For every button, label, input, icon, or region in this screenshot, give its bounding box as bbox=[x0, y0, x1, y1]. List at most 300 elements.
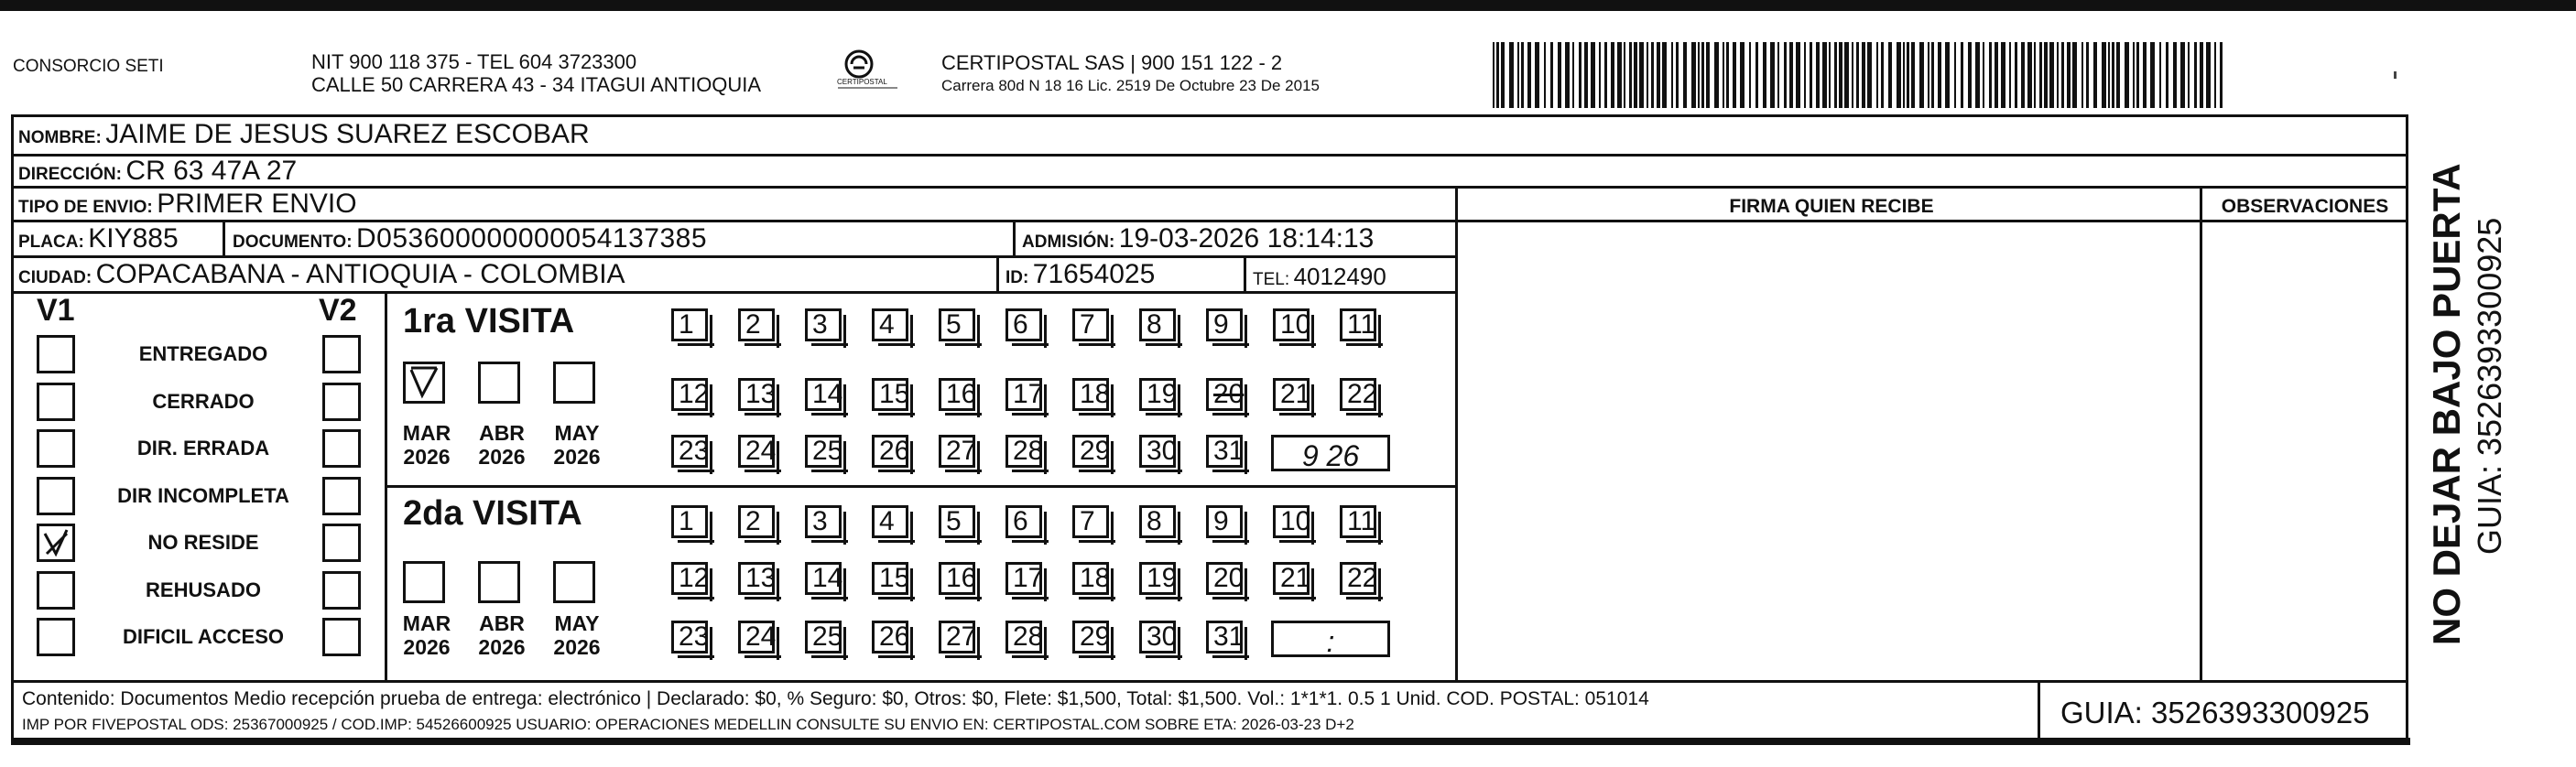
day-number: 6 bbox=[1013, 309, 1028, 340]
barcode-bar bbox=[1604, 42, 1607, 108]
month-checkbox[interactable] bbox=[403, 362, 445, 404]
barcode-bar bbox=[2220, 42, 2223, 108]
year-label: 2026 bbox=[403, 635, 451, 659]
barcode-bar bbox=[2180, 42, 2185, 108]
barcode-bar bbox=[1740, 42, 1745, 108]
barcode-bar bbox=[1671, 42, 1673, 108]
day-box[interactable] bbox=[1273, 505, 1310, 538]
day-number: 18 bbox=[1080, 379, 1111, 409]
barcode-bar bbox=[1994, 42, 1998, 108]
barcode-bar bbox=[1796, 42, 1800, 108]
barcode-bar bbox=[1816, 42, 1820, 108]
day-number: 14 bbox=[812, 563, 843, 593]
day-box[interactable] bbox=[1206, 621, 1243, 654]
barcode-bar bbox=[1928, 42, 1929, 108]
status-label: DIR INCOMPLETA bbox=[117, 483, 289, 507]
day-box[interactable] bbox=[738, 308, 775, 341]
tel-label: TEL: bbox=[1253, 270, 1290, 289]
day-box[interactable] bbox=[1139, 505, 1176, 538]
barcode-bar bbox=[1647, 42, 1648, 108]
month-label: MAR bbox=[402, 421, 451, 445]
barcode-bar bbox=[2072, 42, 2077, 108]
barcode-bar bbox=[2021, 42, 2025, 108]
day-box[interactable] bbox=[1273, 562, 1310, 595]
day-box[interactable] bbox=[805, 435, 842, 468]
placa-value: KIY885 bbox=[88, 223, 179, 254]
time-box[interactable] bbox=[1271, 621, 1390, 657]
observaciones-header: OBSERVACIONES bbox=[2221, 196, 2389, 217]
barcode-bar bbox=[1629, 42, 1632, 108]
barcode-bar bbox=[2200, 42, 2203, 108]
barcode-bar bbox=[1527, 42, 1531, 108]
day-number: 24 bbox=[745, 436, 777, 466]
status-label: CERRADO bbox=[152, 389, 255, 413]
day-number: 31 bbox=[1213, 436, 1245, 466]
day-box[interactable] bbox=[1139, 378, 1176, 411]
barcode-bar bbox=[2108, 42, 2110, 108]
day-number: 26 bbox=[879, 621, 910, 652]
day-box[interactable] bbox=[939, 378, 975, 411]
barcode-bar bbox=[1911, 42, 1915, 108]
day-box[interactable] bbox=[1005, 435, 1042, 468]
v2-checkbox[interactable] bbox=[322, 335, 361, 373]
day-number: 7 bbox=[1080, 506, 1095, 536]
barcode-bar bbox=[2081, 42, 2083, 108]
no-dejar-warning: NO DEJAR BAJO PUERTA bbox=[2425, 163, 2468, 645]
v2-checkbox[interactable] bbox=[322, 524, 361, 562]
barcode-bar bbox=[1749, 42, 1751, 108]
v2-checkbox[interactable] bbox=[322, 429, 361, 468]
day-number: 21 bbox=[1280, 379, 1311, 409]
day-box[interactable] bbox=[738, 621, 775, 654]
barcode-bar bbox=[1961, 42, 1963, 108]
day-number: 9 bbox=[1213, 506, 1229, 536]
v1-checkbox[interactable] bbox=[37, 618, 75, 656]
barcode-bar bbox=[2136, 42, 2139, 108]
day-number: 17 bbox=[1013, 379, 1044, 409]
barcode-bar bbox=[2194, 42, 2197, 108]
barcode-bar bbox=[1733, 42, 1736, 108]
day-number: 16 bbox=[946, 379, 977, 409]
day-number: 4 bbox=[879, 309, 895, 340]
barcode-bar bbox=[1591, 42, 1595, 108]
day-box[interactable] bbox=[805, 378, 842, 411]
month-checkbox[interactable] bbox=[553, 362, 595, 404]
day-box[interactable] bbox=[872, 505, 908, 538]
day-box[interactable] bbox=[1206, 562, 1243, 595]
barcode-bar bbox=[2061, 42, 2064, 108]
day-number: 30 bbox=[1147, 436, 1178, 466]
barcode-bar bbox=[1862, 42, 1865, 108]
barcode-bar bbox=[1897, 42, 1901, 108]
barcode-bar bbox=[2214, 42, 2216, 108]
day-box[interactable] bbox=[872, 378, 908, 411]
day-box[interactable] bbox=[738, 505, 775, 538]
barcode-bar bbox=[2150, 42, 2155, 108]
license-line: Carrera 80d N 18 16 Lic. 2519 De Octubre 23 De 2015 bbox=[941, 77, 1320, 94]
day-number: 25 bbox=[812, 436, 843, 466]
ciudad-label: CIUDAD: bbox=[18, 268, 92, 287]
status-label: DIR. ERRADA bbox=[136, 437, 270, 459]
barcode-bar bbox=[1517, 42, 1519, 108]
day-box[interactable] bbox=[939, 308, 975, 341]
address-line: CALLE 50 CARRERA 43 - 34 ITAGUI ANTIOQUIA bbox=[311, 73, 762, 96]
day-number: 10 bbox=[1280, 309, 1311, 340]
tipo-envio-value: PRIMER ENVIO bbox=[157, 189, 357, 219]
mark-dot bbox=[2394, 71, 2397, 79]
barcode-bar bbox=[1493, 42, 1495, 108]
day-number: 28 bbox=[1013, 621, 1044, 652]
day-box[interactable] bbox=[1072, 621, 1109, 654]
day-number: 6 bbox=[1013, 506, 1028, 536]
day-number: 2 bbox=[745, 309, 761, 340]
day-box[interactable] bbox=[1005, 505, 1042, 538]
month-checkbox[interactable] bbox=[403, 561, 445, 603]
day-number: 14 bbox=[812, 379, 843, 409]
status-label: REHUSADO bbox=[146, 578, 261, 601]
day-number: 10 bbox=[1280, 506, 1311, 536]
day-number: 29 bbox=[1080, 621, 1111, 652]
day-box[interactable] bbox=[1072, 378, 1109, 411]
day-box[interactable] bbox=[1340, 308, 1376, 341]
barcode-bar bbox=[2206, 42, 2211, 108]
barcode-bar bbox=[1755, 42, 1758, 108]
day-box[interactable] bbox=[872, 435, 908, 468]
barcode-bar bbox=[1876, 42, 1878, 108]
v2-header: V2 bbox=[319, 293, 357, 328]
barcode-bar bbox=[1907, 42, 1909, 108]
day-box[interactable] bbox=[1139, 621, 1176, 654]
barcode-bar bbox=[1535, 42, 1539, 108]
barcode-bar bbox=[1810, 42, 1812, 108]
day-number: 21 bbox=[1280, 563, 1311, 593]
barcode-bar bbox=[1852, 42, 1853, 108]
certipostal-logo bbox=[833, 48, 902, 98]
barcode-bar bbox=[2166, 42, 2168, 108]
contenido-line: Contenido: Documentos Medio recepción prueba de entrega: electrónico | Declarado: $0, % Seguro: $0, Otros: $0, Flete: $1,500, Total: $1,500. Vol.: 1*1*1. 0.5 1 Unid. COD. POSTAL: 051014 bbox=[22, 688, 1649, 709]
month-label: ABR bbox=[479, 611, 525, 635]
day-number: 23 bbox=[679, 436, 710, 466]
barcode bbox=[1493, 42, 2225, 108]
barcode-bar bbox=[1770, 42, 1775, 108]
day-number: 27 bbox=[946, 436, 977, 466]
year-label: 2026 bbox=[478, 635, 526, 659]
barcode-bar bbox=[2133, 42, 2135, 108]
barcode-bar bbox=[1844, 42, 1849, 108]
barcode-bar bbox=[1763, 42, 1766, 108]
day-number: 12 bbox=[679, 563, 710, 593]
day-number: 16 bbox=[946, 563, 977, 593]
day-number: 3 bbox=[812, 309, 828, 340]
day-box[interactable] bbox=[671, 435, 708, 468]
day-number: 18 bbox=[1080, 563, 1111, 593]
day-box[interactable] bbox=[671, 378, 708, 411]
day-number: 1 bbox=[679, 309, 694, 340]
barcode-bar bbox=[2039, 42, 2042, 108]
day-box[interactable] bbox=[1340, 378, 1376, 411]
day-number: 15 bbox=[879, 563, 910, 593]
company-name: CONSORCIO SETI bbox=[13, 57, 164, 76]
day-number: 11 bbox=[1347, 309, 1376, 340]
barcode-bar bbox=[2049, 42, 2054, 108]
first-visit-title: 1ra VISITA bbox=[403, 302, 575, 340]
second-visit-title: 2da VISITA bbox=[403, 494, 582, 533]
day-number: 5 bbox=[946, 506, 962, 536]
day-box[interactable] bbox=[738, 378, 775, 411]
day-number: 25 bbox=[812, 621, 843, 652]
day-box[interactable] bbox=[1139, 562, 1176, 595]
barcode-bar bbox=[1834, 42, 1837, 108]
ciudad-value: COPACABANA - ANTIOQUIA - COLOMBIA bbox=[95, 259, 625, 289]
admision-value: 19-03-2026 18:14:13 bbox=[1118, 223, 1375, 254]
barcode-bar bbox=[1975, 42, 1980, 108]
day-number: 29 bbox=[1080, 436, 1111, 466]
barcode-bar bbox=[1888, 42, 1892, 108]
day-box[interactable] bbox=[939, 621, 975, 654]
day-box[interactable] bbox=[805, 505, 842, 538]
barcode-bar bbox=[2001, 42, 2005, 108]
barcode-bar bbox=[1954, 42, 1956, 108]
barcode-bar bbox=[1839, 42, 1842, 108]
month-label: MAR bbox=[402, 611, 451, 635]
barcode-bar bbox=[1624, 42, 1625, 108]
month-label: ABR bbox=[479, 421, 525, 445]
imp-line: IMP POR FIVEPOSTAL ODS: 25367000925 / COD.IMP: 54526600925 USUARIO: OPERACIONES MEDELLIN CONSULTE SU ENVIO EN: CERTIPOSTAL.COM SOBRE ETA: 2026-03-23 D+2 bbox=[22, 716, 1354, 733]
id-label: ID: bbox=[1005, 268, 1029, 287]
year-label: 2026 bbox=[553, 445, 601, 469]
barcode-bar bbox=[1881, 42, 1884, 108]
day-number: 5 bbox=[946, 309, 962, 340]
v2-checkbox[interactable] bbox=[322, 383, 361, 421]
day-box[interactable] bbox=[805, 621, 842, 654]
barcode-bar bbox=[2112, 42, 2114, 108]
day-number: 13 bbox=[745, 379, 777, 409]
v2-checkbox[interactable] bbox=[322, 477, 361, 515]
barcode-bar bbox=[1676, 42, 1679, 108]
barcode-bar bbox=[2125, 42, 2129, 108]
placa-label: PLACA: bbox=[18, 232, 84, 252]
barcode-bar bbox=[1983, 42, 1984, 108]
v1-checkbox[interactable] bbox=[37, 571, 75, 610]
day-box[interactable] bbox=[1206, 505, 1243, 538]
barcode-bar bbox=[1903, 42, 1905, 108]
documento-value: D053600000000054137385 bbox=[356, 223, 708, 254]
barcode-bar bbox=[1651, 42, 1654, 108]
barcode-bar bbox=[2093, 42, 2097, 108]
day-number: 31 bbox=[1213, 621, 1245, 652]
day-box[interactable] bbox=[872, 562, 908, 595]
direccion-value: CR 63 47A 27 bbox=[125, 156, 298, 186]
barcode-bar bbox=[2143, 42, 2147, 108]
barcode-bar bbox=[1698, 42, 1700, 108]
barcode-bar bbox=[2086, 42, 2089, 108]
barcode-bar bbox=[2034, 42, 2036, 108]
logo-text: CERTIPOSTAL bbox=[837, 78, 887, 86]
day-number: 22 bbox=[1347, 563, 1378, 593]
day-box[interactable] bbox=[671, 505, 708, 538]
barcode-bar bbox=[1691, 42, 1696, 108]
v1-checkbox[interactable] bbox=[37, 477, 75, 515]
day-number: 23 bbox=[679, 621, 710, 652]
v1-checkbox[interactable] bbox=[37, 524, 75, 562]
barcode-bar bbox=[1683, 42, 1687, 108]
time-value: : bbox=[1326, 625, 1335, 658]
day-number: 19 bbox=[1147, 379, 1178, 409]
barcode-bar bbox=[2057, 42, 2059, 108]
barcode-bar bbox=[1726, 42, 1729, 108]
day-number: 26 bbox=[879, 436, 910, 466]
barcode-bar bbox=[1639, 42, 1644, 108]
barcode-bar bbox=[1617, 42, 1622, 108]
tipo-envio-label: TIPO DE ENVIO: bbox=[18, 198, 153, 217]
barcode-bar bbox=[1634, 42, 1637, 108]
day-box[interactable] bbox=[1273, 378, 1310, 411]
barcode-bar bbox=[2116, 42, 2120, 108]
day-box[interactable] bbox=[872, 621, 908, 654]
day-box[interactable] bbox=[1340, 505, 1376, 538]
v1-checkbox[interactable] bbox=[37, 335, 75, 373]
barcode-bar bbox=[2102, 42, 2106, 108]
barcode-bar bbox=[1784, 42, 1787, 108]
barcode-bar bbox=[2027, 42, 2032, 108]
barcode-bar bbox=[1938, 42, 1941, 108]
day-box[interactable] bbox=[738, 435, 775, 468]
day-box[interactable] bbox=[872, 308, 908, 341]
day-box[interactable] bbox=[1005, 562, 1042, 595]
barcode-bar bbox=[1856, 42, 1859, 108]
day-box[interactable] bbox=[671, 621, 708, 654]
month-label: MAY bbox=[554, 421, 600, 445]
barcode-bar bbox=[1789, 42, 1793, 108]
certipostal-line: CERTIPOSTAL SAS | 900 151 122 - 2 bbox=[941, 51, 1283, 74]
day-number: 20 bbox=[1213, 379, 1245, 409]
top-border bbox=[0, 0, 2576, 11]
barcode-bar bbox=[1945, 42, 1950, 108]
day-box[interactable] bbox=[1005, 378, 1042, 411]
barcode-bar bbox=[1723, 42, 1724, 108]
day-number: 11 bbox=[1347, 506, 1376, 536]
status-label: ENTREGADO bbox=[138, 342, 268, 365]
day-number: 3 bbox=[812, 506, 828, 536]
day-box[interactable] bbox=[805, 308, 842, 341]
barcode-bar bbox=[1501, 42, 1505, 108]
barcode-bar bbox=[1544, 42, 1546, 108]
barcode-bar bbox=[1496, 42, 1499, 108]
day-box[interactable] bbox=[939, 562, 975, 595]
id-value: 71654025 bbox=[1032, 259, 1156, 289]
firma-header: FIRMA QUIEN RECIBE bbox=[1729, 196, 1934, 217]
day-box[interactable] bbox=[1072, 308, 1109, 341]
month-checkbox[interactable] bbox=[478, 362, 520, 404]
barcode-bar bbox=[1611, 42, 1614, 108]
status-label: NO RESIDE bbox=[147, 531, 259, 554]
barcode-bar bbox=[1867, 42, 1872, 108]
day-box[interactable] bbox=[1005, 308, 1042, 341]
day-box[interactable] bbox=[1273, 308, 1310, 341]
barcode-bar bbox=[1662, 42, 1667, 108]
barcode-bar bbox=[2159, 42, 2161, 108]
day-box[interactable] bbox=[671, 562, 708, 595]
day-box[interactable] bbox=[1206, 435, 1243, 468]
v1-checkbox[interactable] bbox=[37, 383, 75, 421]
barcode-bar bbox=[1599, 42, 1601, 108]
day-box[interactable] bbox=[1206, 308, 1243, 341]
day-box[interactable] bbox=[1072, 562, 1109, 595]
v1-header: V1 bbox=[37, 293, 75, 328]
day-number: 19 bbox=[1147, 563, 1178, 593]
day-box[interactable] bbox=[1340, 562, 1376, 595]
day-number: 8 bbox=[1147, 309, 1162, 340]
day-box[interactable] bbox=[671, 308, 708, 341]
day-number: 8 bbox=[1147, 506, 1162, 536]
v2-checkbox[interactable] bbox=[322, 618, 361, 656]
day-number: 2 bbox=[745, 506, 761, 536]
time-box[interactable] bbox=[1271, 435, 1390, 471]
day-box[interactable] bbox=[738, 562, 775, 595]
barcode-bar bbox=[1968, 42, 1972, 108]
day-box[interactable] bbox=[1072, 505, 1109, 538]
v2-checkbox[interactable] bbox=[322, 571, 361, 610]
barcode-bar bbox=[1565, 42, 1570, 108]
month-checkbox[interactable] bbox=[478, 561, 520, 603]
nombre-label: NOMBRE: bbox=[18, 128, 102, 147]
side-guia: GUIA: 3526393300925 bbox=[2471, 217, 2508, 555]
day-box[interactable] bbox=[1206, 378, 1243, 411]
day-box[interactable] bbox=[939, 505, 975, 538]
nombre-value: JAIME DE JESUS SUAREZ ESCOBAR bbox=[105, 119, 590, 149]
day-box[interactable] bbox=[1072, 435, 1109, 468]
barcode-bar bbox=[2009, 42, 2011, 108]
month-label: MAY bbox=[554, 611, 600, 635]
barcode-bar bbox=[1829, 42, 1831, 108]
barcode-bar bbox=[1701, 42, 1704, 108]
status-label: DIFICIL ACCESO bbox=[122, 625, 284, 648]
month-checkbox[interactable] bbox=[553, 561, 595, 603]
barcode-bar bbox=[2067, 42, 2071, 108]
barcode-bar bbox=[1550, 42, 1553, 108]
day-box[interactable] bbox=[1139, 308, 1176, 341]
day-box[interactable] bbox=[1005, 621, 1042, 654]
day-box[interactable] bbox=[805, 562, 842, 595]
barcode-bar bbox=[1572, 42, 1574, 108]
barcode-bar bbox=[2015, 42, 2017, 108]
day-number: 24 bbox=[745, 621, 777, 652]
tel-value: 4012490 bbox=[1293, 263, 1386, 290]
admision-label: ADMISIÓN: bbox=[1022, 232, 1115, 252]
year-label: 2026 bbox=[478, 445, 526, 469]
direccion-label: DIRECCIÓN: bbox=[18, 165, 122, 184]
barcode-bar bbox=[1584, 42, 1588, 108]
barcode-bar bbox=[1822, 42, 1827, 108]
day-number: 22 bbox=[1347, 379, 1378, 409]
barcode-bar bbox=[2173, 42, 2177, 108]
barcode-bar bbox=[1777, 42, 1779, 108]
day-number: 30 bbox=[1147, 621, 1178, 652]
day-number: 7 bbox=[1080, 309, 1095, 340]
barcode-bar bbox=[2044, 42, 2048, 108]
v1-checkbox[interactable] bbox=[37, 429, 75, 468]
day-number: 28 bbox=[1013, 436, 1044, 466]
bottom-shadow bbox=[11, 738, 2410, 745]
day-number: 9 bbox=[1213, 309, 1229, 340]
day-number: 27 bbox=[946, 621, 977, 652]
day-number: 15 bbox=[879, 379, 910, 409]
barcode-bar bbox=[1558, 42, 1561, 108]
day-box[interactable] bbox=[1139, 435, 1176, 468]
day-box[interactable] bbox=[939, 435, 975, 468]
nit-line: NIT 900 118 375 - TEL 604 3723300 bbox=[311, 50, 637, 73]
day-number: 4 bbox=[879, 506, 895, 536]
